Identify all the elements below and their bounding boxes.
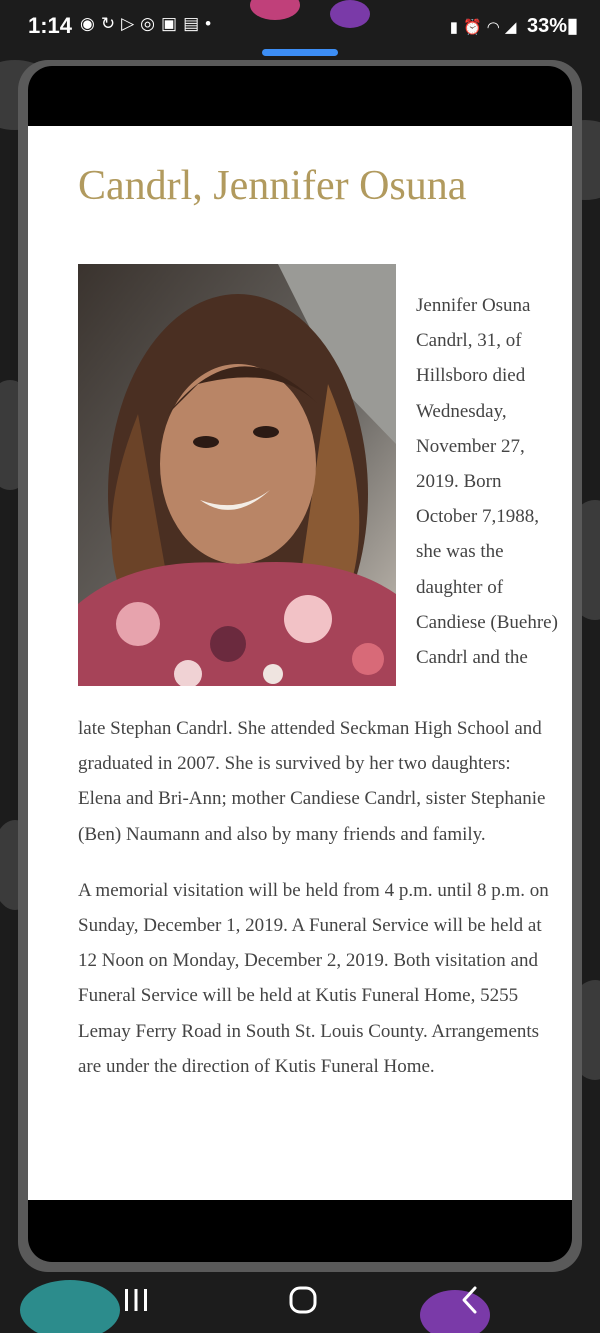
obituary-paragraph-2: A memorial visitation will be held from 4 p.m. until 8 p.m. on Sunday, December 1, 2019. A Funeral Service will be held at 12 Noon on Monday, December 2, 2019. Both visitation and Funeral Service will be held at Kutis Funeral Home, 5255 Lemay Ferry Road in South St. Louis County. Arrangements are under the direction of Kutis Funeral Home. [78,879,549,1077]
recents-icon [121,1285,151,1315]
battery-level: 33% [526,15,567,37]
window-handle[interactable] [262,49,338,56]
record-icon: ◎ [140,14,162,33]
obituary-intro: Jennifer Osuna Candrl, 31, of Hillsboro died Wednesday, November 27, 2019. Born October 7,1988, she was the daughter of Candiese (Buehre) Candrl and the [416,295,558,669]
signal-icon: ◢ [504,19,522,36]
gallery-icon: ▤ [183,14,206,33]
back-button[interactable] [441,1276,501,1324]
obituary-paragraph-1: late Stephan Candrl. She attended Seckman High School and graduated in 2007. She is survived by her two daughters: Elena and Bri-Ann; mother Candiese Candrl, sister Stephanie (Ben) Naumann and also by many friends and family. [78,718,546,845]
obituary-body [78,711,553,1105]
portrait-illustration [78,264,396,686]
popup-window [28,66,572,1262]
status-bar [0,0,600,54]
recents-button[interactable] [106,1276,166,1324]
sync-icon: ↻ [100,14,122,33]
battery-icon: ▮ [566,15,578,37]
play-icon: ▷ [121,14,141,33]
page-title: Candrl, Jennifer Osuna [78,163,467,209]
wifi-icon: ◠ [486,19,505,36]
home-button[interactable] [273,1276,333,1324]
messenger-icon: ◉ [80,14,101,33]
battery-saver-icon: ▮ [449,19,464,36]
portrait-photo [78,264,396,686]
obituary-page [28,126,572,1200]
contact-icon: ▣ [161,14,184,33]
status-time: 1:14 [28,13,73,38]
navigation-bar [0,1268,600,1333]
dot-icon: • [205,14,218,33]
notification-icons [80,14,217,34]
alarm-icon: ⏰ [463,19,487,36]
system-status [450,13,578,38]
back-icon [456,1285,486,1315]
home-icon [287,1284,319,1316]
